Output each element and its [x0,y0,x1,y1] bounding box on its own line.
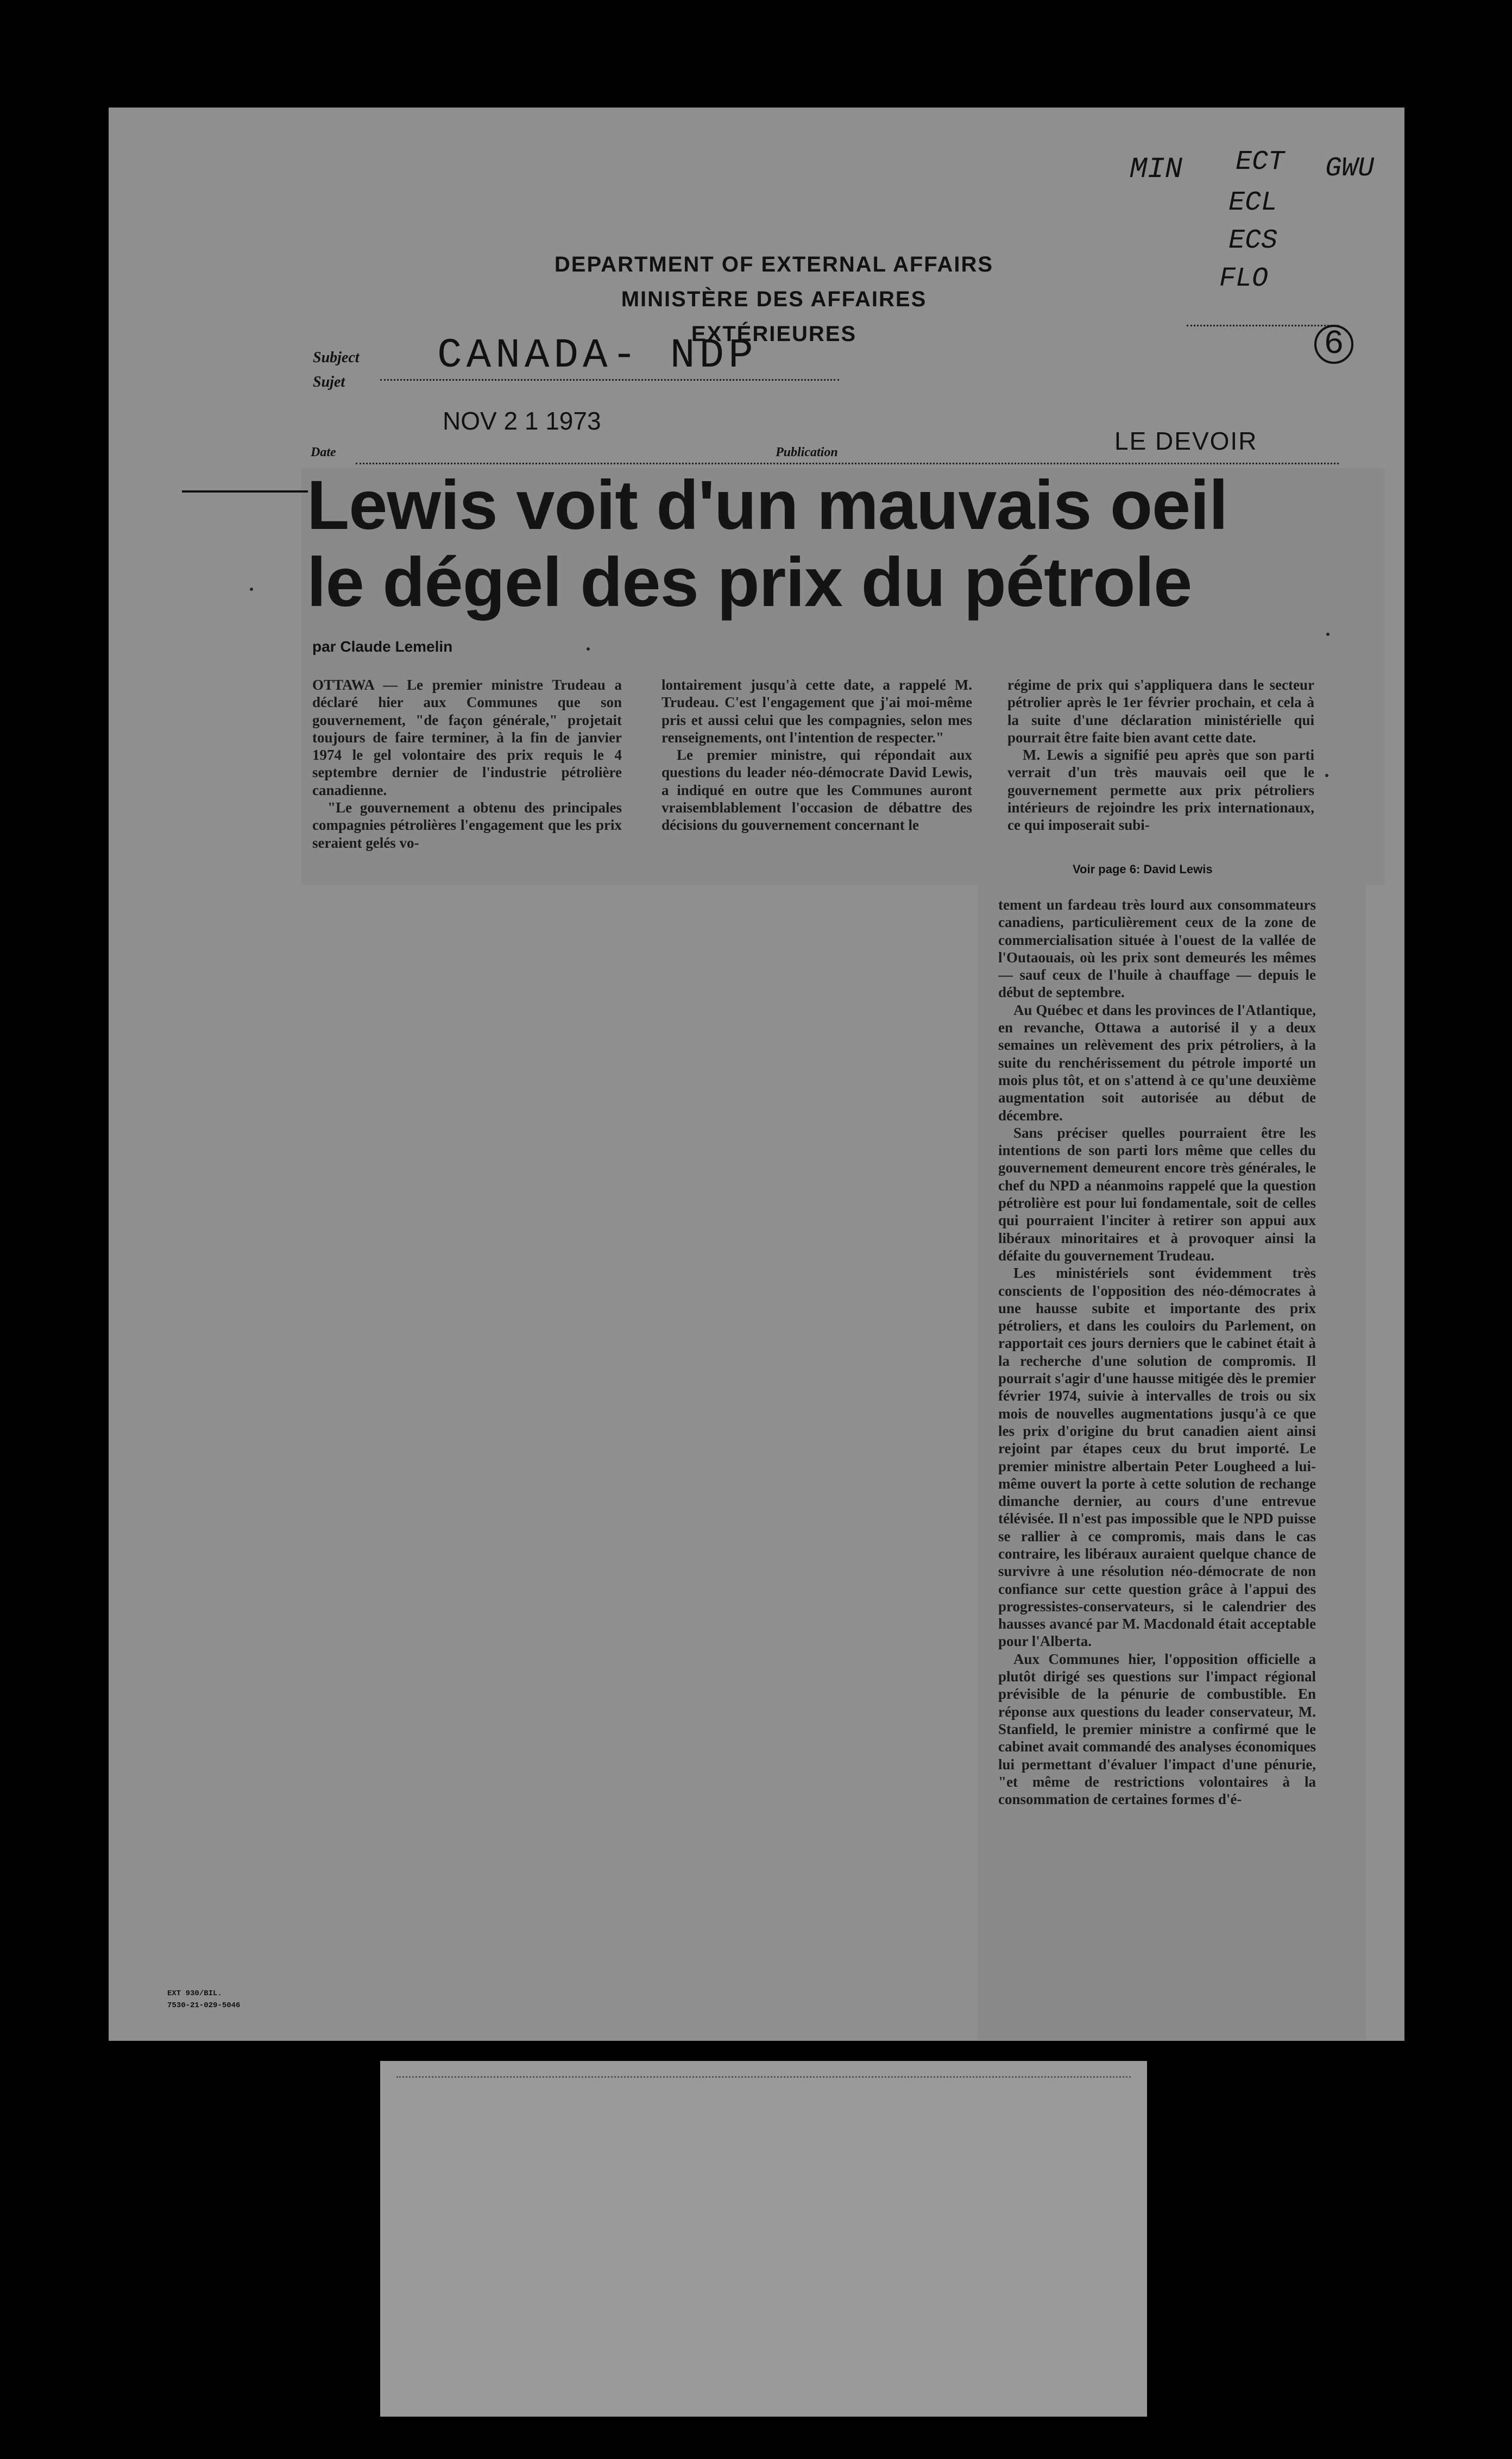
column-4-paragraph: Au Québec et dans les provinces de l'Atlantique, en revanche, Ottawa a autorisé il y a deux semaines un relèvement des prix pétroliers, à la suite du renchérissement du pétrole importé un mois plus tôt, et on s'attend à ce qu'une deuxième augmentation soit autorisée au début de décembre. [998,1001,1316,1124]
date-stamp: NOV 2 1 1973 [443,407,601,435]
blank-card [380,2061,1147,2417]
article-column-3 [1007,676,1314,861]
column-4-paragraph: tement un fardeau très lourd aux consommateurs canadiens, particulièrement ceux de la zone de commercialisation située à l'ouest de la vallée de l'Outaouais, où les prix sont demeurés les mêmes — sauf ceux de l'huile à chauffage — depuis le début de septembre. [998,897,1316,1001]
routing-gwu: GWU [1325,153,1375,184]
subject-label: Subject [313,349,360,366]
article-column-4 [998,896,1316,2036]
routing-min: MIN [1130,153,1183,186]
column-2-paragraph: Le premier ministre, qui répondait aux questions du leader néo-démocrate David Lewis, a indiqué en outre que les Communes auront vraisemblablement l'occasion de débattre des décisions du gouvernement concernant le [662,747,972,834]
continued-reference: Voir page 6: David Lewis [1073,862,1213,876]
headline-line-2: le dégel des prix du pétrole [307,544,1192,621]
article-column-1 [312,676,622,885]
column-3-paragraph: M. Lewis a signifié peu après que son parti verrait d'un très mauvais oeil que le gouvernement permette aux prix pétroliers intérieurs de rejoindre les prix internationaux, ce qui imposerait subi- [1007,747,1314,834]
speck [250,588,253,591]
column-3-paragraph: régime de prix qui s'appliquera dans le secteur pétrolier après le 1er février prochain, et cela à la suite d'une déclaration ministérielle qui pourrait être faite bien avant cette date. [1007,677,1314,746]
headline [307,467,1371,621]
column-4-paragraph: Sans préciser quelles pourraient être les intentions de son parti lors même que celles du gouvernement demeurent encore très générales, le chef du NPD a néanmoins rappelé que la question pétrolière est pour lui fondamentale, soit de celles qui pourraient l'inciter à retirer son appui aux libéraux minoritaires et à provoquer ainsi la défaite du gouvernement Trudeau. [998,1124,1316,1264]
byline: par Claude Lemelin [312,638,453,655]
article-column-2 [662,676,972,885]
subject-line [380,379,839,381]
margin-rule [182,490,308,493]
headline-line-1: Lewis voit d'un mauvais oeil [307,466,1228,544]
column-4-paragraph: Les ministériels sont évidemment très conscients de l'opposition des néo-démocrates à une hausse subite et importante des prix pétroliers, et dans les couloirs du Parlement, on rapportait ces jours derniers que le cabinet était à la recherche d'une solution de compromis. Il pourrait s'agir d'une hausse mitigée dès le premier février 1974, suivie à intervalles de trois ou six mois de nouvelles augmentations jusqu'à ce que les prix d'origine du brut canadien aient ainsi rejoint par étapes ceux du brut importé. Le premier ministre albertain Peter Lougheed a lui-même ouvert la porte à cette solution de rechange dimanche dernier, au cours d'une entrevue télévisée. Il n'est pas impossible que le NPD puisse se rallier à ce compromis, mais dans le cas contraire, les libéraux auraient quelque chance de survivre à une résolution néo-démocrate de non confiance sur cette question grâce à l'appui des progressistes-conservateurs, si le calendrier des hausses avancé par M. Macdonald était acceptable pour l'Alberta. [998,1265,1316,1650]
column-1-paragraph: "Le gouvernement a obtenu des principales compagnies pétrolières l'engagement que les prix seraient gelés vo- [312,799,622,851]
form-code-line-2: 7530-21-029-5046 [167,2001,241,2010]
publication-name: LE DEVOIR [1114,427,1258,455]
column-4-paragraph: Aux Communes hier, l'opposition officielle a plutôt dirigé ses questions sur l'impact régional prévisible de la pénurie de combustible. En réponse aux questions du leader conservateur, M. Stanfield, le premier ministre a confirmé que le cabinet avait commandé des analyses économiques lui permettant d'évaluer l'impact d'une pénurie, "et même de restrictions volontaires à la consommation de certaines formes d'é- [998,1650,1316,1808]
speck [587,647,590,651]
form-code-line-1: EXT 930/BIL. [167,1989,222,1998]
routing-flo: FLO [1219,263,1269,294]
routing-line [1187,325,1339,326]
date-label: Date [311,445,336,459]
subject-value: CANADA- NDP [437,332,758,379]
sujet-label: Sujet [313,374,345,390]
column-1-paragraph: OTTAWA — Le premier ministre Trudeau a déclaré hier aux Communes que son gouvernement, "de façon générale," projetait toujours de faire terminer, à la fin de janvier 1974 le gel volontaire des prix requis le 4 septembre dernier de l'industrie pétrolière canadienne. [312,677,622,798]
speck [1326,633,1330,636]
routing-ecs: ECS [1228,225,1278,256]
publication-label: Publication [776,445,838,459]
speck [1325,774,1328,777]
routing-ect: ECT [1236,147,1285,178]
department-fr: MINISTÈRE DES AFFAIRES EXTÉRIEURES [621,287,927,346]
date-line [356,463,1339,464]
routing-ecl: ECL [1228,187,1278,218]
department-en: DEPARTMENT OF EXTERNAL AFFAIRS [554,253,994,276]
card-dotted-edge [396,2076,1131,2078]
column-2-paragraph: lontairement jusqu'à cette date, a rappelé M. Trudeau. C'est l'engagement que j'ai moi-même pris et aussi celui que les compagnies, selon mes renseignements, ont l'intention de respecter." [662,677,972,746]
file-number: 6 [1314,325,1353,364]
form-code [167,1988,240,2012]
